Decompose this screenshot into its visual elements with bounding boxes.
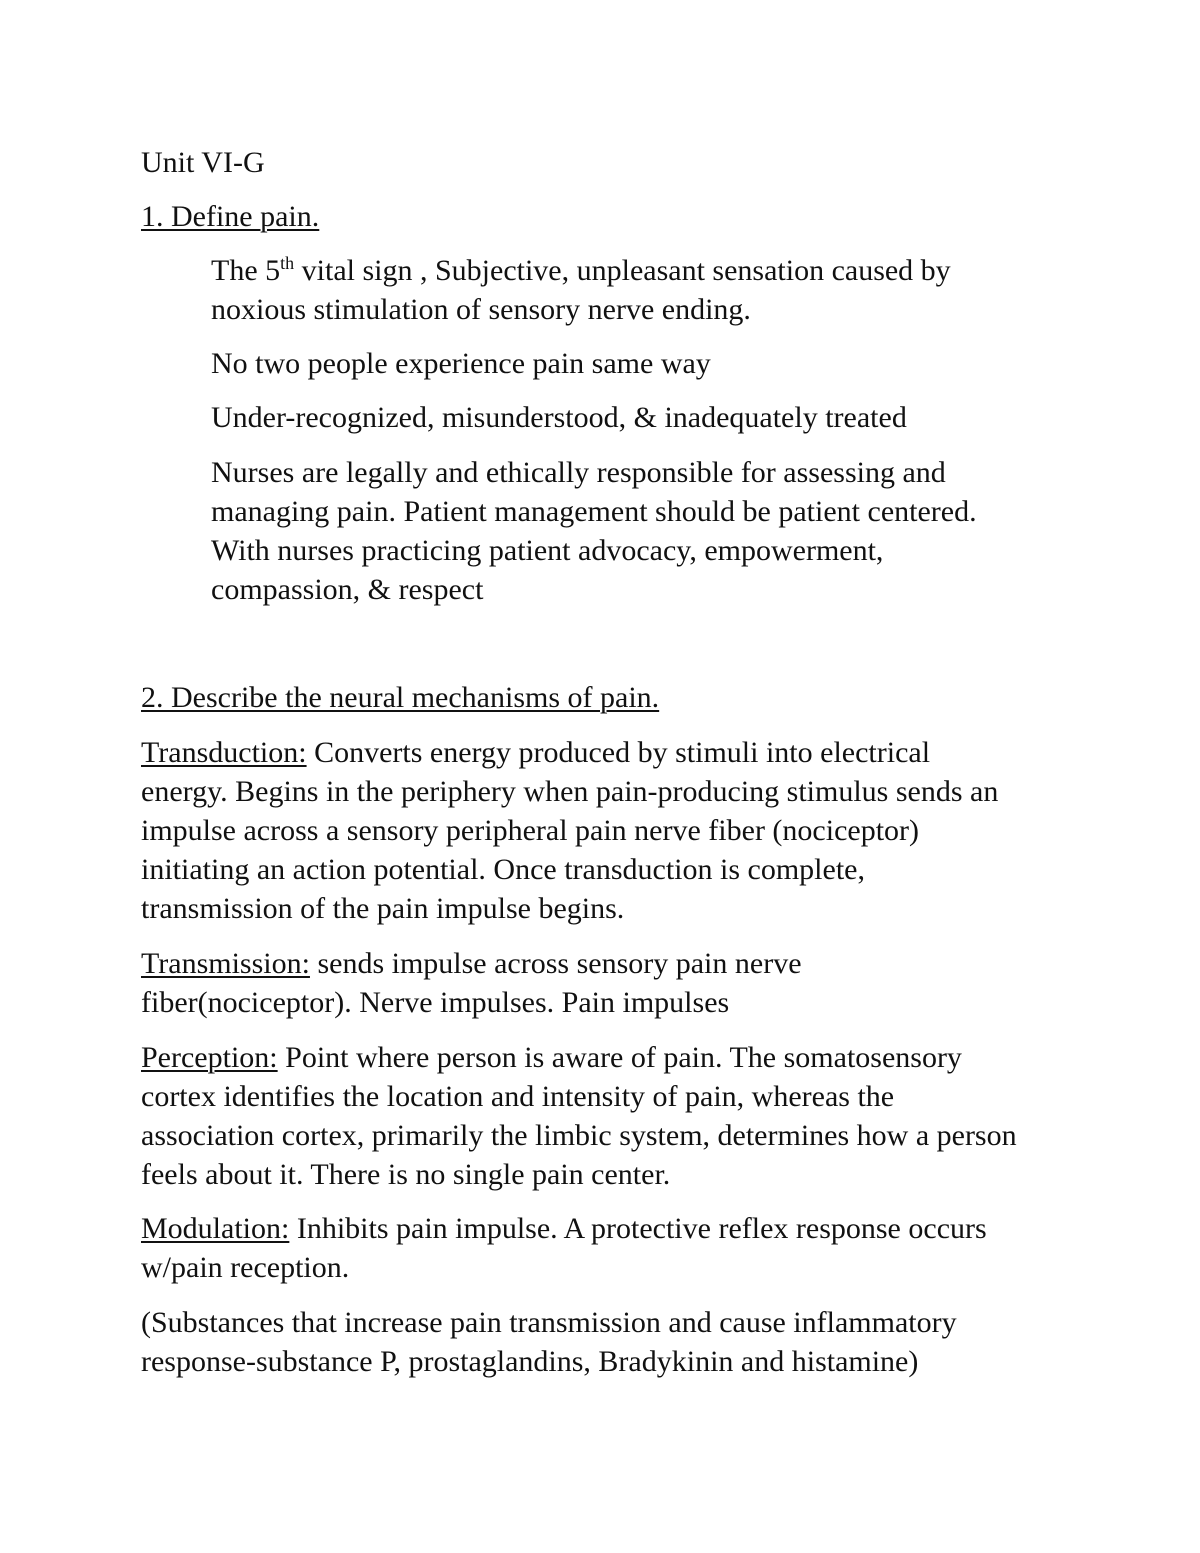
transduction-line4: initiating an action potential. Once transduction is complete, [141, 853, 865, 886]
transduction-line3: impulse across a sensory peripheral pain nerve fiber (nociceptor) [141, 814, 920, 847]
unit-title: Unit VI-G [141, 146, 265, 179]
transmission-line2: fiber(nociceptor). Nerve impulses. Pain impulses [141, 986, 730, 1019]
q1-para4-line4: compassion, & respect [211, 573, 484, 606]
perception-line3: association cortex, primarily the limbic system, determines how a person [141, 1119, 1017, 1152]
modulation-text: Inhibits pain impulse. A protective reflex response occurs [289, 1212, 987, 1245]
q1-para1-line1 [211, 251, 951, 290]
perception-text: Point where person is aware of pain. The somatosensory [277, 1041, 962, 1074]
q1-para1-superscript: th [280, 253, 295, 273]
q2-heading: 2. Describe the neural mechanisms of pain. [141, 681, 660, 714]
transmission-term: Transmission: [141, 947, 310, 980]
modulation-line2: w/pain reception. [141, 1251, 350, 1284]
substances-line2: response-substance P, prostaglandins, Bradykinin and histamine) [141, 1345, 919, 1378]
transmission-line1 [141, 944, 802, 983]
modulation-line1 [141, 1209, 987, 1248]
perception-term: Perception: [141, 1041, 278, 1074]
q1-para4-line3: With nurses practicing patient advocacy, empowerment, [211, 534, 884, 567]
q1-para1-pre: The 5 [211, 254, 281, 287]
perception-line4: feels about it. There is no single pain center. [141, 1158, 671, 1191]
q1-heading: 1. Define pain. [141, 200, 320, 233]
transduction-line5: transmission of the pain impulse begins. [141, 892, 625, 925]
q1-para2: No two people experience pain same way [211, 347, 711, 380]
transduction-text: Converts energy produced by stimuli into electrical [306, 736, 931, 769]
q1-para3: Under-recognized, misunderstood, & inadequately treated [211, 401, 907, 434]
transmission-text: sends impulse across sensory pain nerve [309, 947, 802, 980]
q1-para4-line2: managing pain. Patient management should be patient centered. [211, 495, 977, 528]
q1-para1-post: vital sign , Subjective, unpleasant sensation caused by [294, 254, 951, 287]
substances-line1: (Substances that increase pain transmission and cause inflammatory [141, 1306, 957, 1339]
transduction-line2: energy. Begins in the periphery when pain-producing stimulus sends an [141, 775, 999, 808]
transduction-term: Transduction: [141, 736, 307, 769]
q1-para4-line1: Nurses are legally and ethically responsible for assessing and [211, 456, 946, 489]
transduction-line1 [141, 733, 930, 772]
modulation-term: Modulation: [141, 1212, 290, 1245]
q1-para1-line2: noxious stimulation of sensory nerve ending. [211, 293, 751, 326]
perception-line2: cortex identifies the location and intensity of pain, whereas the [141, 1080, 895, 1113]
perception-line1 [141, 1038, 962, 1077]
